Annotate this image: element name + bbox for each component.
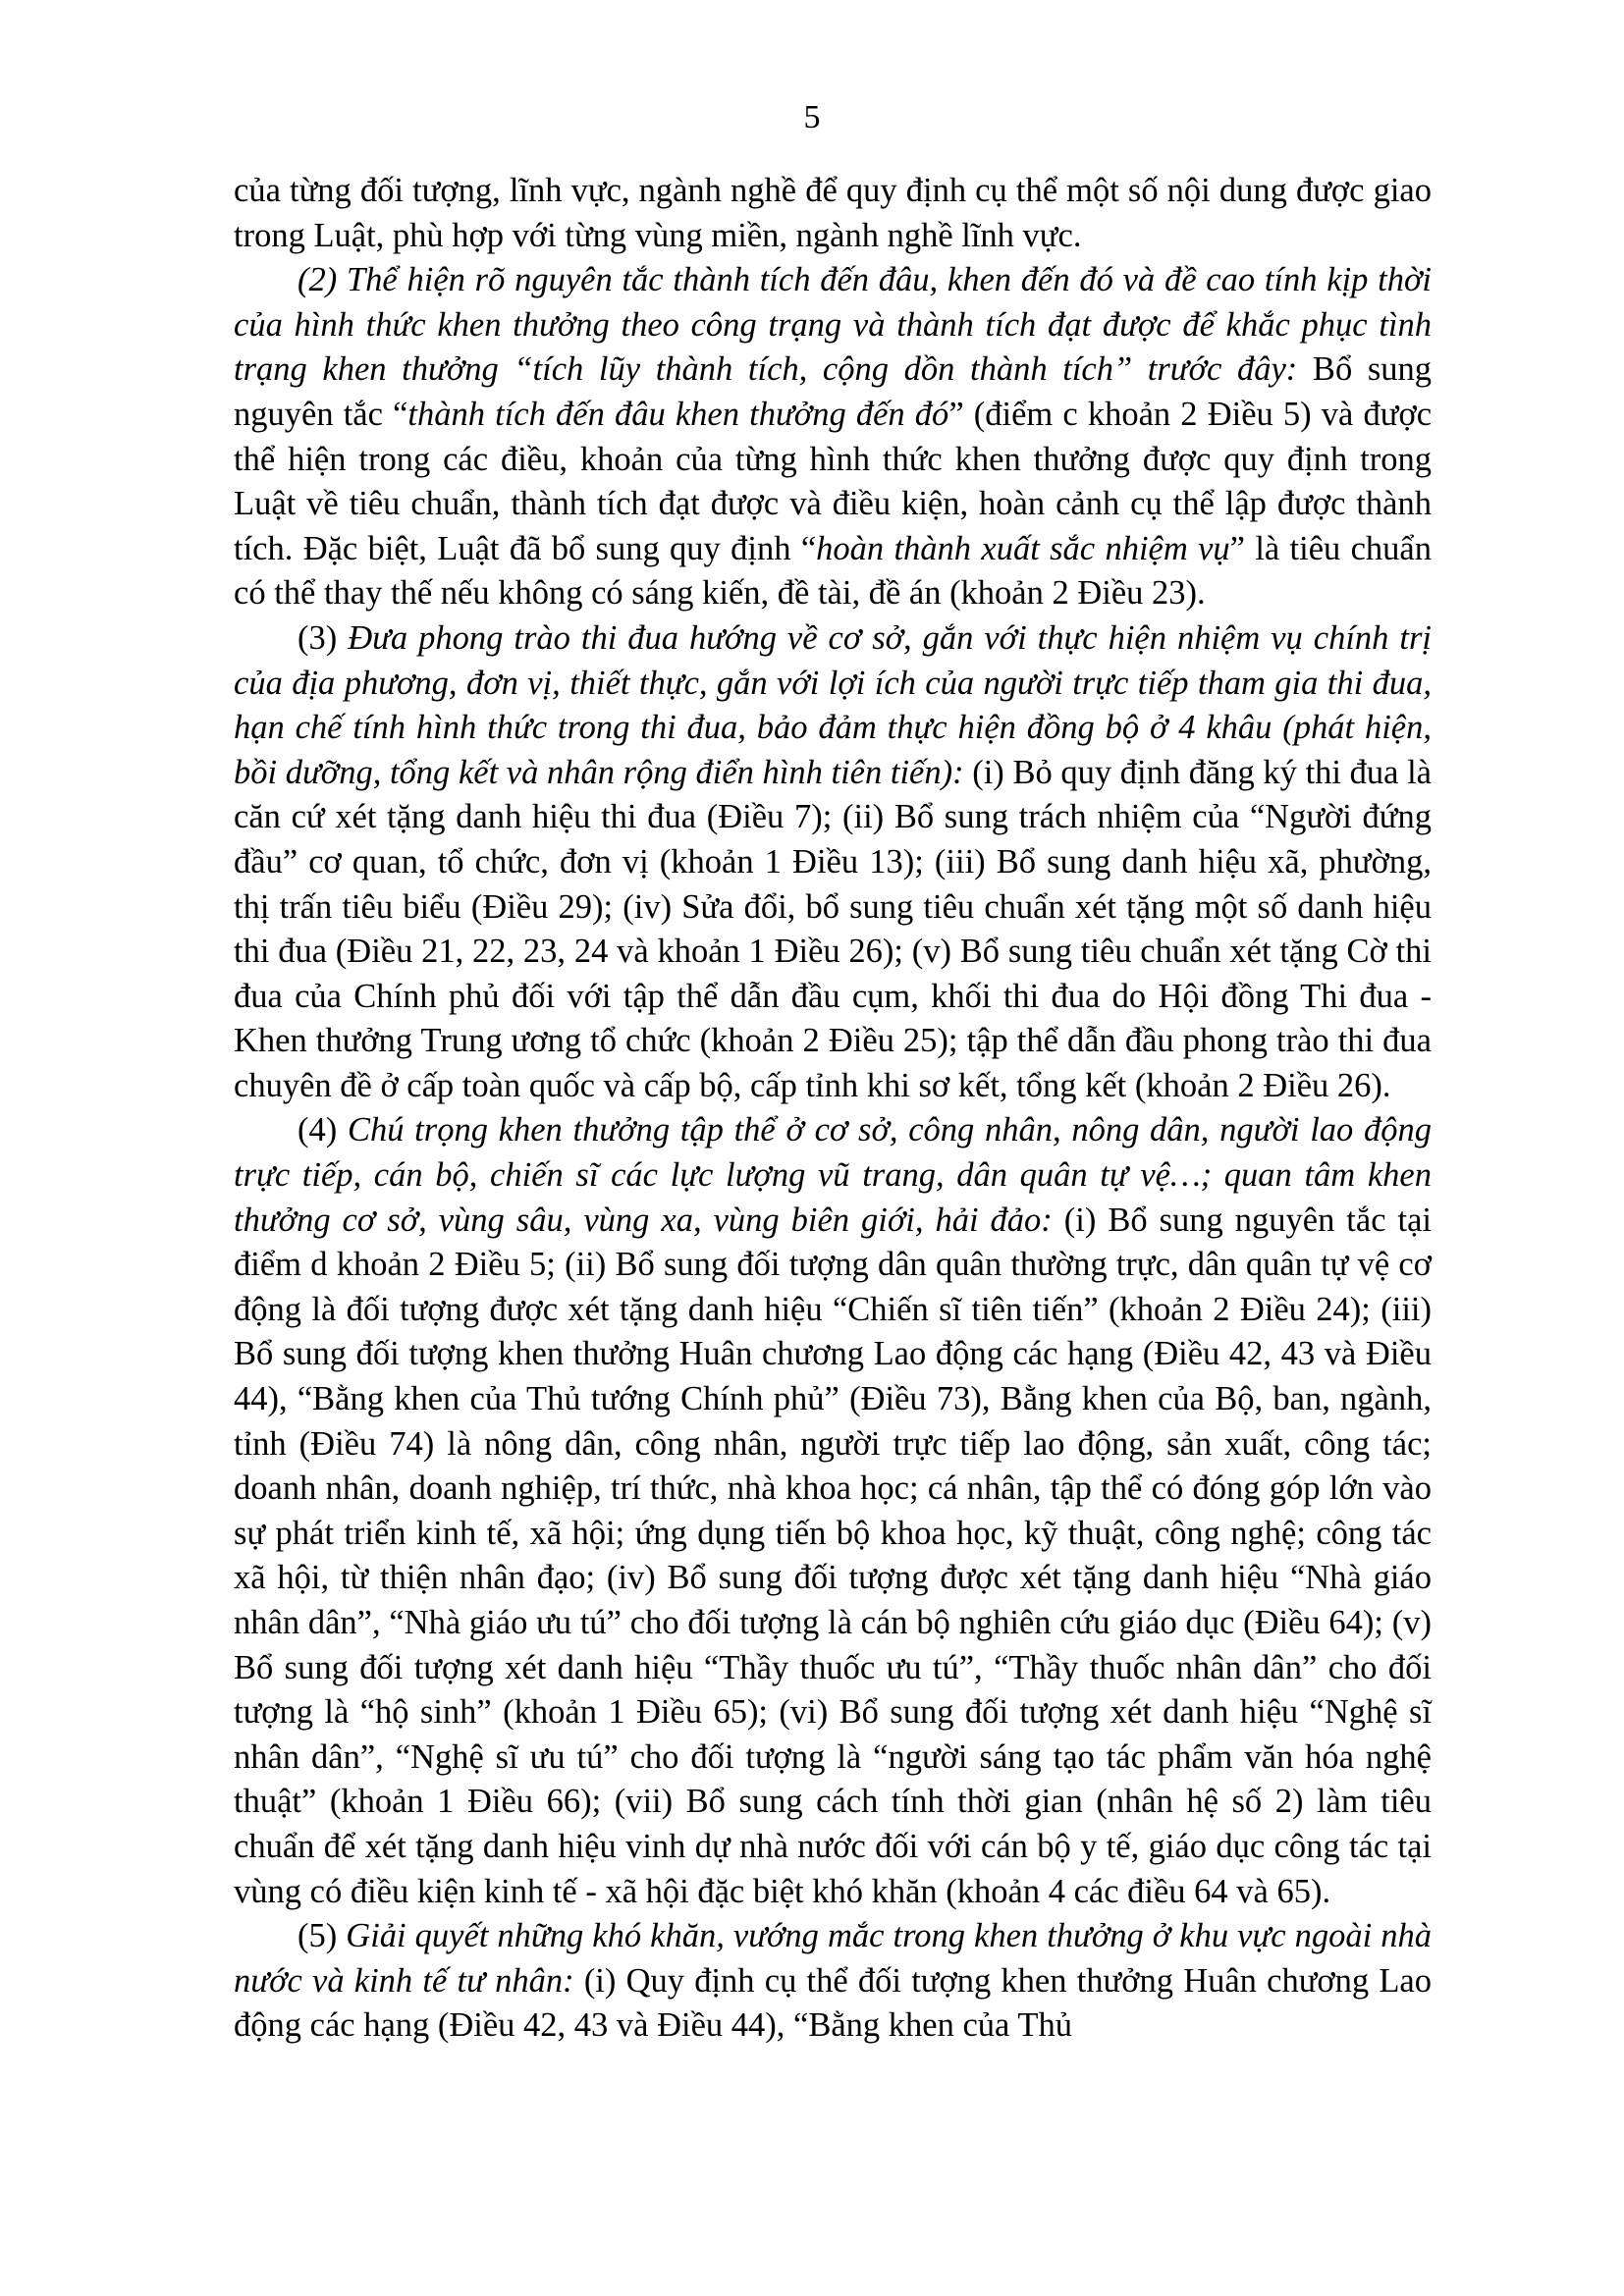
- paragraph-4-heading: Chú trọng khen thưởng tập thể ở cơ sở, công nhân, nông dân, người lao động trực tiếp, cán bộ, chiến sĩ các lực lượng vũ trang, dân quân tự vệ…; quan tâm khen thưởng cơ sở, vùng sâu, vùng xa, vùng biên giới, hải đảo:: [234, 1111, 1432, 1239]
- paragraph-4-text: (i) Bổ sung nguyên tắc tại điểm d khoản 2 Điều 5; (ii) Bổ sung đối tượng dân quân thường trực, dân quân tự vệ cơ động là đối tượng được xét tặng danh hiệu “Chiến sĩ tiên tiến” (khoản 2 Điều 24); (iii) Bổ sung đối tượng khen thưởng Huân chương Lao động các hạng (Điều 42, 43 và Điều 44), “Bằng khen của Thủ tướng Chính phủ” (Điều 73), Bằng khen của Bộ, ban, ngành, tỉnh (Điều 74) là nông dân, công nhân, người trực tiếp lao động, sản xuất, công tác; doanh nhân, doanh nghiệp, trí thức, nhà khoa học; cá nhân, tập thể có đóng góp lớn vào sự phát triển kinh tế, xã hội; ứng dụng tiến bộ khoa học, kỹ thuật, công nghệ; công tác xã hội, từ thiện nhân đạo; (iv) Bổ sung đối tượng được xét tặng danh hiệu “Nhà giáo nhân dân”, “Nhà giáo ưu tú” cho đối tượng là cán bộ nghiên cứu giáo dục (Điều 64); (v) Bổ sung đối tượng xét danh hiệu “Thầy thuốc ưu tú”, “Thầy thuốc nhân dân” cho đối tượng là “hộ sinh” (khoản 1 Điều 65); (vi) Bổ sung đối tượng xét danh hiệu “Nghệ sĩ nhân dân”, “Nghệ sĩ ưu tú” cho đối tượng là “người sáng tạo tác phẩm văn hóa nghệ thuật” (khoản 1 Điều 66); (vii) Bổ sung cách tính thời gian (nhân hệ số 2) làm tiêu chuẩn để xét tặng danh hiệu vinh dự nhà nước đối với cán bộ y tế, giáo dục công tác tại vùng có điều kiện kinh tế - xã hội đặc biệt khó khăn (khoản 4 các điều 64 và 65).: [234, 1201, 1432, 1910]
- paragraph-2: [234, 258, 1432, 616]
- paragraph-3: [234, 616, 1432, 1109]
- paragraph-2-heading: (2) Thể hiện rõ nguyên tắc thành tích đến đâu, khen đến đó và đề cao tính kịp thời của hình thức khen thưởng theo công trạng và thành tích đạt được để khắc phục tình trạng khen thưởng “tích lũy thành tích, cộng dồn thành tích” trước đây:: [234, 261, 1432, 389]
- paragraph-5-text: (i) Quy định cụ thể đối tượng khen thưởng Huân chương Lao động các hạng (Điều 42, 43 và Điều 44), “Bằng khen của Thủ: [234, 1961, 1432, 2045]
- paragraph-3-heading: Đưa phong trào thi đua hướng về cơ sở, gắn với thực hiện nhiệm vụ chính trị của địa phương, đơn vị, thiết thực, gắn với lợi ích của người trực tiếp tham gia thi đua, hạn chế tính hình thức trong thi đua, bảo đảm thực hiện đồng bộ ở 4 khâu (phát hiện, bồi dưỡng, tổng kết và nhân rộng điển hình tiên tiến):: [234, 618, 1432, 791]
- paragraph-5-heading: Giải quyết những khó khăn, vướng mắc trong khen thưởng ở khu vực ngoài nhà nước và kinh tế tư nhân:: [234, 1917, 1432, 2000]
- paragraph-4: [234, 1108, 1432, 1914]
- paragraph-2-text-b: ” (điểm c khoản 2 Điều 5) và được thể hiện trong các điều, khoản của từng hình thức khen thưởng được quy định trong Luật về tiêu chuẩn, thành tích đạt được và điều kiện, hoàn cảnh cụ thể lập được thành tích. Đặc biệt, Luật đã bổ sung quy định “: [234, 395, 1433, 567]
- paragraph-2-quote-2: hoàn thành xuất sắc nhiệm vụ: [816, 529, 1230, 567]
- paragraph-2-text-a: Bổ sung nguyên tắc “: [234, 350, 1433, 433]
- page-number: 5: [803, 99, 821, 135]
- paragraph-3-text: (i) Bỏ quy định đăng ký thi đua là căn cứ xét tặng danh hiệu thi đua (Điều 7); (ii) Bổ sung trách nhiệm của “Người đứng đầu” cơ quan, tổ chức, đơn vị (khoản 1 Điều 13); (iii) Bổ sung danh hiệu xã, phường, thị trấn tiêu biểu (Điều 29); (iv) Sửa đổi, bổ sung tiêu chuẩn xét tặng một số danh hiệu thi đua (Điều 21, 22, 23, 24 và khoản 1 Điều 26); (v) Bổ sung tiêu chuẩn xét tặng Cờ thi đua của Chính phủ đối với tập thể dẫn đầu cụm, khối thi đua do Hội đồng Thi đua - Khen thưởng Trung ương tổ chức (khoản 2 Điều 25); tập thể dẫn đầu phong trào thi đua chuyên đề ở cấp toàn quốc và cấp bộ, cấp tỉnh khi sơ kết, tổng kết (khoản 2 Điều 26).: [234, 753, 1432, 1104]
- paragraph-4-number: (4): [298, 1111, 348, 1149]
- document-body: [234, 169, 1432, 2049]
- paragraph-2-text-c: ” là tiêu chuẩn có thể thay thế nếu không có sáng kiến, đề tài, đề án (khoản 2 Điều 23).: [234, 529, 1432, 613]
- paragraph-5-number: (5): [298, 1917, 347, 1955]
- paragraph-5: [234, 1914, 1432, 2049]
- paragraph-3-number: (3): [298, 618, 349, 657]
- paragraph-2-quote-1: thành tích đến đâu khen thưởng đến đó: [407, 395, 949, 433]
- intro-paragraph: của từng đối tượng, lĩnh vực, ngành nghề để quy định cụ thể một số nội dung được giao trong Luật, phù hợp với từng vùng miền, ngành nghề lĩnh vực.: [234, 172, 1432, 254]
